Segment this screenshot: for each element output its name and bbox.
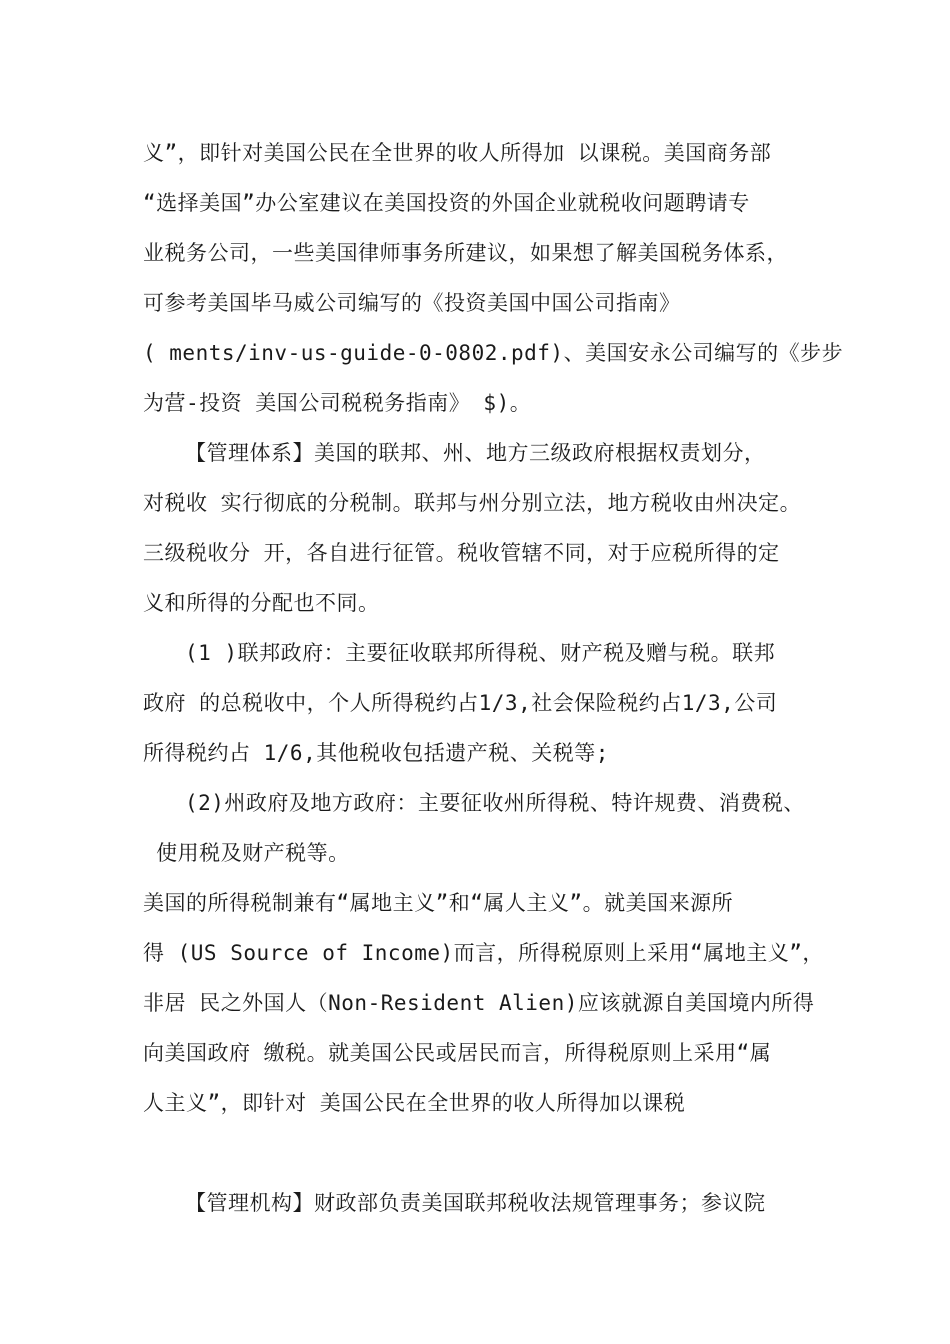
text-line-2: “选择美国”办公室建议在美国投资的外国企业就税收问题聘请专 <box>143 191 750 215</box>
text-line-18: 非居 民之外国人（Non-Resident Alien)应该就源自美国境内所得 <box>143 991 815 1015</box>
text-line-4: 可参考美国毕马威公司编写的《投资美国中国公司指南》 <box>143 291 681 315</box>
text-line-7: 【管理体系】美国的联邦、州、地方三级政府根据权责划分， <box>185 441 766 465</box>
text-line-11: (1 )联邦政府：主要征收联邦所得税、财产税及赠与税。联邦 <box>185 641 776 665</box>
text-line-13: 所得税约占 1/6,其他税收包括遗产税、关税等; <box>143 741 609 765</box>
text-line-15: 使用税及财产税等。 <box>143 841 350 865</box>
text-line-16: 美国的所得税制兼有“属地主义”和“属人主义”。就美国来源所 <box>143 891 734 915</box>
text-line-10: 义和所得的分配也不同。 <box>143 591 380 615</box>
text-line-1: 义”，即针对美国公民在全世界的收人所得加 以课税。美国商务部 <box>143 141 772 165</box>
text-line-17: 得 (US Source of Income)而言，所得税原则上采用“属地主义”， <box>143 941 824 965</box>
text-line-19: 向美国政府 缴税。就美国公民或居民而言，所得税原则上采用“属 <box>143 1041 772 1065</box>
text-line-3: 业税务公司，一些美国律师事务所建议，如果想了解美国税务体系， <box>143 241 788 265</box>
text-line-8: 对税收 实行彻底的分税制。联邦与州分别立法，地方税收由州决定。 <box>143 491 802 515</box>
text-line-6: 为营-投资 美国公司税税务指南》 $)。 <box>143 391 532 415</box>
text-line-12: 政府 的总税收中，个人所得税约占1/3,社会保险税约占1/3,公司 <box>143 691 778 715</box>
text-line-14: (2)州政府及地方政府：主要征收州所得税、特许规费、消费税、 <box>185 791 805 815</box>
text-line-21: 【管理机构】财政部负责美国联邦税收法规管理事务；参议院 <box>185 1191 766 1215</box>
text-line-20: 人主义”，即针对 美国公民在全世界的收人所得加以课税 <box>143 1091 686 1115</box>
text-line-9: 三级税收分 开，各自进行征管。税收管辖不同，对于应税所得的定 <box>143 541 780 565</box>
text-line-5: ( ments/inv-us-guide-0-0802.pdf)、美国安永公司编写的《步步 <box>143 341 844 365</box>
